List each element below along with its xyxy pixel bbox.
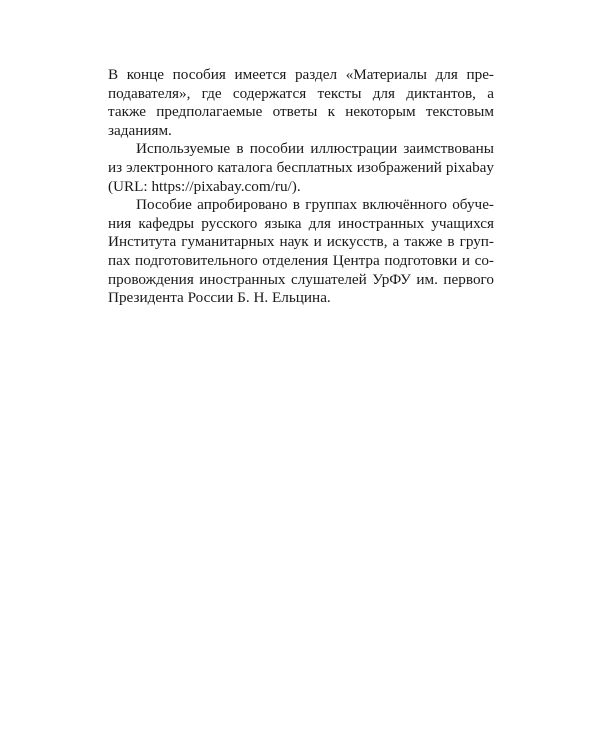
text-line: В конце пособия имеется раздел «Материалы для пре- (108, 66, 494, 83)
text-line: Института гуманитарных наук и искусств, а также в груп- (108, 233, 494, 251)
text-line: ния кафедры русского языка для иностранных учащихся (108, 214, 494, 232)
text-line: Используемые в пособии иллюстрации заимствованы (136, 140, 494, 158)
paragraph-teacher-materials (108, 66, 494, 140)
paragraph-approbation (108, 196, 494, 308)
text-line: Пособие апробировано в группах включённого обуче- (136, 196, 494, 214)
text-line: (URL: https://pixabay.com/ru/). (108, 177, 301, 195)
text-line: также предполагаемые ответы к некоторым текстовым (108, 103, 494, 121)
text-line: провождения иностранных слушателей УрФУ им. первого (108, 270, 494, 288)
text-line: заданиям. (108, 121, 172, 139)
text-line: Президента России Б. Н. Ельцина. (108, 289, 331, 307)
text-line: подавателя», где содержатся тексты для диктантов, а (108, 84, 494, 102)
text-line: из электронного каталога бесплатных изображений pixabay (108, 158, 494, 176)
paragraph-illustrations (108, 140, 494, 196)
text-line: пах подготовительного отделения Центра подготовки и со- (108, 251, 494, 269)
body-text (108, 66, 494, 308)
